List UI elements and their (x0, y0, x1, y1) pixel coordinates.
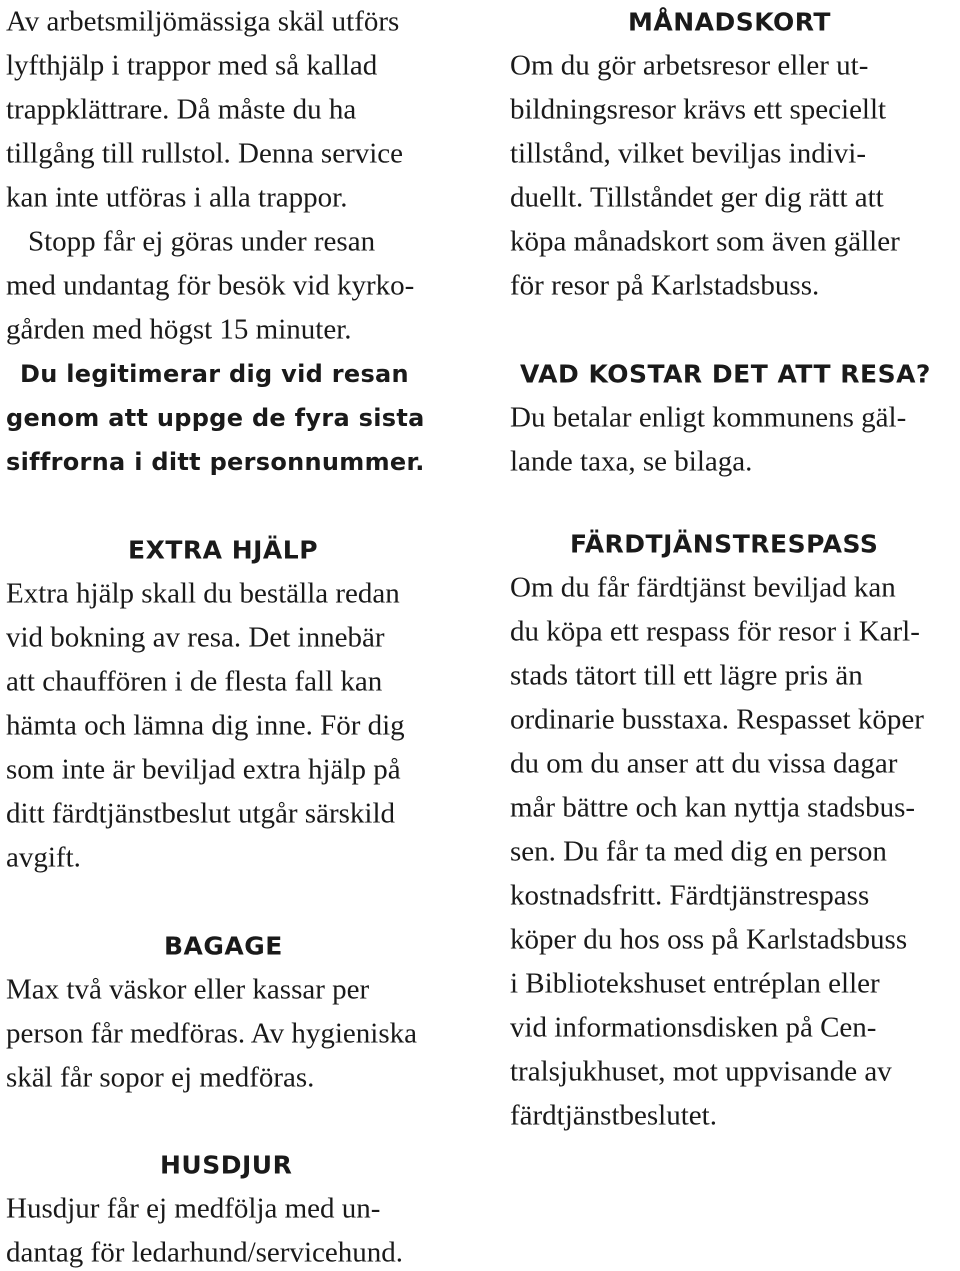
extra-help-line: ditt färdtjänstbeslut utgår särskild (6, 797, 396, 830)
extra-help-line: hämta och lämna dig inne. För dig (6, 709, 405, 742)
intro-line: lyfthjälp i trappor med så kallad (6, 49, 378, 82)
baggage-heading: BAGAGE (164, 931, 283, 961)
id-note-line: Du legitimerar dig vid resan (20, 360, 409, 388)
extra-help-line: avgift. (6, 841, 81, 874)
travel-pass-line: du om du anser att du vissa dagar (510, 747, 898, 780)
id-note-line: genom att uppge de fyra sista (6, 404, 425, 432)
travel-pass-line: vid informationsdisken på Cen- (510, 1011, 877, 1044)
id-note-line: siffrorna i ditt personnummer. (6, 448, 425, 476)
extra-help-line: som inte är beviljad extra hjälp på (6, 753, 401, 786)
cost-line: lande taxa, se bilaga. (510, 445, 753, 478)
travel-pass-line: stads tätort till ett lägre pris än (510, 659, 863, 692)
pets-heading: HUSDJUR (160, 1150, 293, 1180)
monthly-card-line: duellt. Tillståndet ger dig rätt att (510, 181, 884, 214)
travel-pass-heading: FÄRDTJÄNSTRESPASS (570, 529, 879, 559)
travel-pass-line: färdtjänstbeslutet. (510, 1099, 717, 1132)
intro-line: tillgång till rullstol. Denna service (6, 137, 404, 170)
travel-pass-line: kostnadsfritt. Färdtjänstrespass (510, 879, 870, 912)
intro-line: kan inte utföras i alla trappor. (6, 181, 348, 214)
monthly-card-line: Om du gör arbetsresor eller ut- (510, 49, 869, 82)
travel-pass-line: sen. Du får ta med dig en person (510, 835, 887, 868)
baggage-line: person får medföras. Av hygieniska (6, 1017, 417, 1050)
travel-pass-line: mår bättre och kan nyttja stadsbus- (510, 791, 916, 824)
baggage-line: skäl får sopor ej medföras. (6, 1061, 315, 1094)
travel-pass-line: ordinarie busstaxa. Respasset köper (510, 703, 924, 736)
monthly-card-line: tillstånd, vilket beviljas indivi- (510, 137, 867, 170)
intro-line: Stopp får ej göras under resan (28, 225, 376, 258)
intro-line: Av arbetsmiljömässiga skäl utförs (6, 5, 400, 38)
intro-line: gården med högst 15 minuter. (6, 313, 352, 346)
intro-line: med undantag för besök vid kyrko- (6, 269, 415, 302)
travel-pass-line: i Bibliotekshuset entréplan eller (510, 967, 880, 1000)
baggage-line: Max två väskor eller kassar per (6, 973, 370, 1006)
monthly-card-line: bildningsresor krävs ett speciellt (510, 93, 887, 126)
monthly-card-line: köpa månadskort som även gäller (510, 225, 900, 258)
extra-help-heading: EXTRA HJÄLP (128, 535, 319, 565)
monthly-card-line: för resor på Karlstadsbuss. (510, 269, 820, 302)
pets-line: dantag för ledarhund/servicehund. (6, 1236, 403, 1269)
cost-line: Du betalar enligt kommunens gäl- (510, 401, 907, 434)
cost-heading: VAD KOSTAR DET ATT RESA? (520, 359, 931, 389)
extra-help-line: att chauffören i de flesta fall kan (6, 665, 383, 698)
intro-line: trappklättrare. Då måste du ha (6, 93, 357, 126)
travel-pass-line: Om du får färdtjänst beviljad kan (510, 571, 896, 604)
pets-line: Husdjur får ej medfölja med un- (6, 1192, 381, 1225)
travel-pass-line: köper du hos oss på Karlstadsbuss (510, 923, 908, 956)
travel-pass-line: du köpa ett respass för resor i Karl- (510, 615, 920, 648)
monthly-card-heading: MÅNADSKORT (628, 7, 831, 37)
travel-pass-line: tralsjukhuset, mot uppvisande av (510, 1055, 892, 1088)
extra-help-line: Extra hjälp skall du beställa redan (6, 577, 400, 610)
extra-help-line: vid bokning av resa. Det innebär (6, 621, 385, 654)
